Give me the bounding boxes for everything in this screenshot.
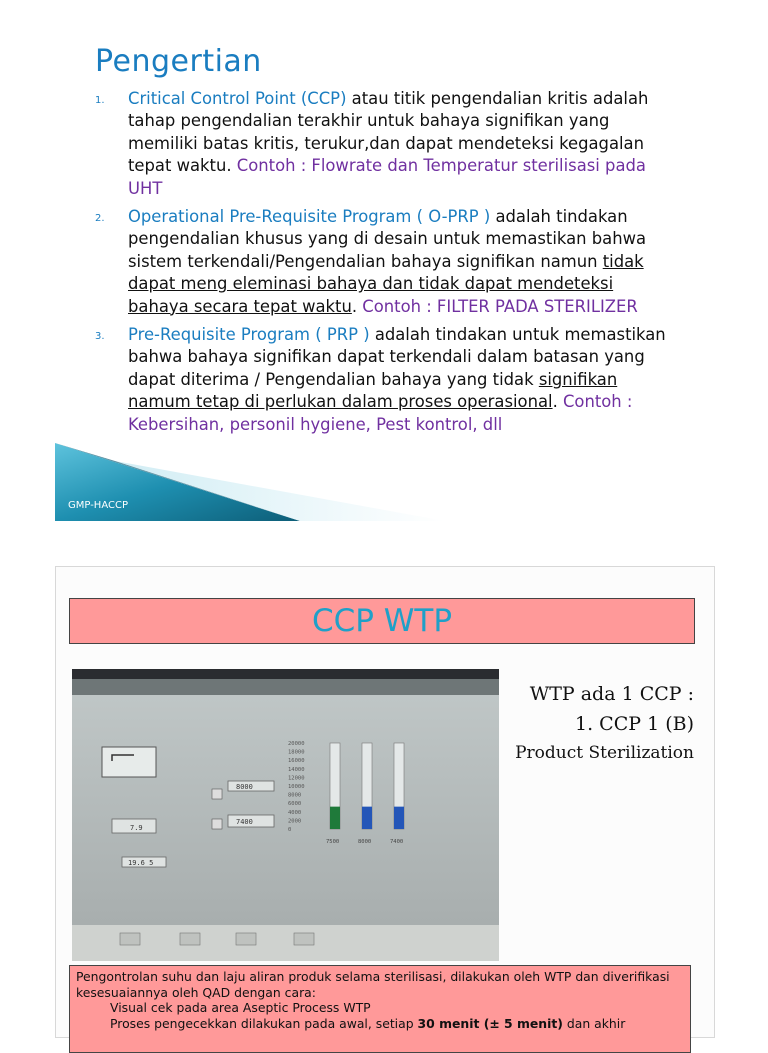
- example-text: Contoh : Kebersihan, personil hygiene, Pest kontrol, dll: [128, 392, 633, 434]
- punctuation: .: [552, 392, 563, 412]
- list-number: 2.: [95, 213, 105, 225]
- scale-label: 4000: [288, 809, 302, 816]
- slide-title: CCP WTP: [311, 603, 453, 639]
- definition-text: adalah tindakan pengendalian khusus yang di desain untuk memastikan bahwa sistem terkendali/Pengendalian bahaya signifikan namun: [128, 207, 647, 271]
- term-prp: Pre-Requisite Program ( PRP ): [128, 325, 370, 345]
- punctuation: .: [351, 296, 363, 316]
- note-item-text: Proses pengecekkan dilakukan pada awal, setiap: [110, 1015, 418, 1031]
- field-readout-2: 7400: [236, 818, 253, 826]
- hmi-screen-photo: [72, 669, 499, 961]
- list-number: 1.: [95, 95, 105, 106]
- scale-label: 8000: [288, 792, 302, 799]
- bar-value-label: 7400: [390, 839, 404, 845]
- wtp-ccp-summary: [504, 679, 694, 767]
- scale-label: 16000: [288, 758, 305, 765]
- level-bar-fill: [362, 807, 372, 829]
- definition-text: atau titik pengendalian kritis adalah tahap pengendalian terakhir untuk bahaya signifikan yang memiliki batas kritis: [128, 89, 649, 153]
- scale-label: 18000: [288, 749, 305, 756]
- bar-value-label: 8000: [358, 839, 372, 845]
- title-box: [69, 598, 695, 644]
- scale-label: 12000: [288, 775, 305, 782]
- list-item-prp: [95, 324, 675, 436]
- level-bar-fill: [330, 807, 340, 829]
- note-item-text-end: dan akhir: [562, 1015, 626, 1031]
- punctuation: .: [226, 156, 237, 176]
- wtp-ccp-count: WTP ada 1 CCP :: [529, 683, 694, 705]
- level-bar-fill: [394, 807, 404, 829]
- note-item-frequency: [76, 1016, 684, 1032]
- list-item-oprp: [95, 206, 675, 318]
- field-readout-1: 8000: [236, 783, 253, 791]
- note-item-interval: 30 menit (± 5 menit): [417, 1015, 563, 1031]
- scale-label: 20000: [288, 741, 305, 747]
- definition-emphasis: signifikan namum tetap di perlukan dalam proses operasional: [128, 369, 618, 412]
- small-value-readout: 7.9: [130, 824, 143, 832]
- slide-title: Pengertian: [95, 44, 262, 79]
- ccp-item-name: Product Sterilization: [515, 743, 694, 763]
- definition-emphasis: tidak dapat meng eleminasi bahaya dan tidak dapat mendeteksi bahaya secara tepat waktu: [128, 251, 644, 316]
- list-item-ccp: [95, 88, 675, 200]
- scale-label: 14000: [288, 766, 305, 773]
- field-readout-3: 19.6 5: [128, 859, 154, 867]
- example-text: Contoh : Flowrate dan Temperatur sterilisasi pada UHT: [128, 156, 646, 198]
- bar-value-label: 7500: [326, 839, 340, 845]
- ccp-item: 1. CCP 1 (B): [575, 713, 694, 735]
- definition-list: [95, 88, 675, 442]
- scale-label: 10000: [288, 784, 305, 790]
- verification-note: [69, 965, 691, 1053]
- example-text: Contoh : FILTER PADA STERILIZER: [362, 296, 638, 316]
- footer-label: GMP-HACCP: [68, 500, 128, 511]
- scale-label: 2000: [288, 818, 302, 825]
- scale-label: 6000: [288, 801, 302, 808]
- term-oprp: Operational Pre-Requisite Program ( O-PRP ): [128, 207, 491, 227]
- slide-ccp-wtp: [55, 566, 715, 1038]
- note-item-visual-check: Visual cek pada area Aseptic Process WTP: [110, 1000, 371, 1015]
- term-ccp: Critical Control Point (CCP): [128, 89, 347, 108]
- definition-emphasis: , terukur,dan dapat mendeteksi kegagalan tepat waktu: [128, 133, 644, 176]
- note-intro: Pengontrolan suhu dan laju aliran produk selama sterilisasi, dilakukan oleh WTP dan diverifikasi kesesuaiannya oleh QAD dengan cara:: [76, 969, 670, 1000]
- list-number: 3.: [95, 331, 105, 343]
- scale-label: 0: [288, 827, 292, 833]
- definition-text: adalah tindakan untuk memastikan bahwa bahaya signifikan dapat terkendali dalam batasan yang dapat diterima / Pengendalian bahaya yang tidak: [128, 325, 666, 389]
